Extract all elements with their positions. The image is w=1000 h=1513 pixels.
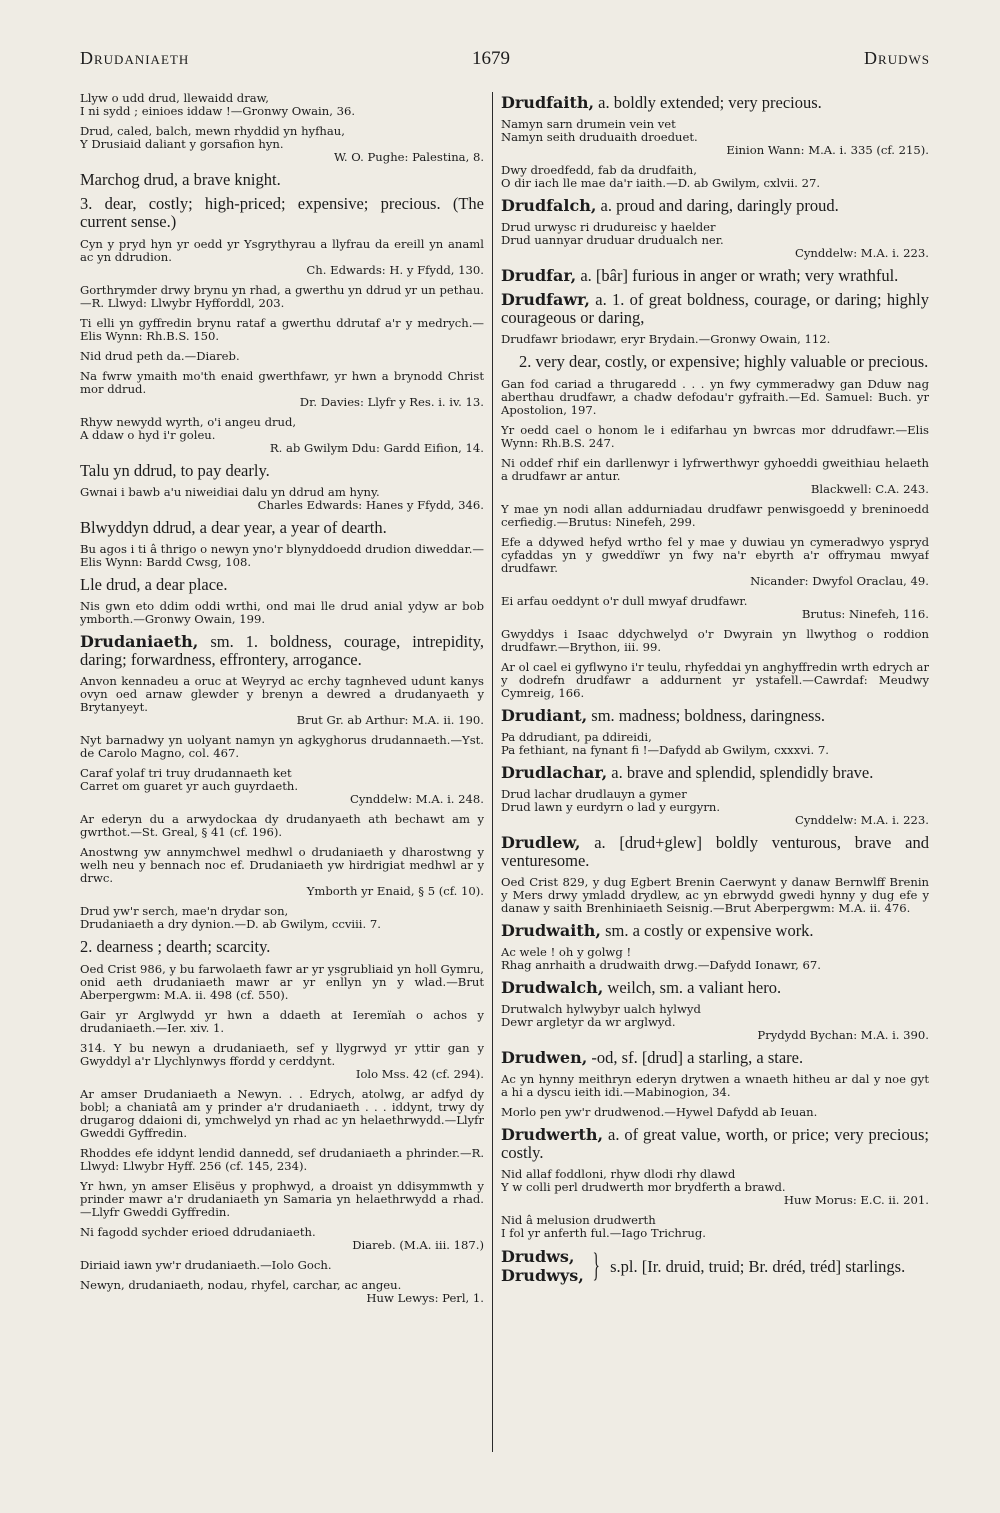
citation-source: Ch. Edwards: H. y Ffydd, 130. (306, 263, 484, 277)
citation (501, 536, 929, 588)
running-head (80, 48, 930, 72)
citation (80, 284, 484, 310)
entry-headword: Drudaniaeth, (80, 632, 199, 651)
citation-text: Ti elli yn gyffredin brynu rataf a gwerthu ddrutaf a'r y medrych.—Elis Wynn: Rh.B.S. 150. (80, 316, 484, 343)
entry-definition: a. brave and splendid, splendidly brave. (607, 763, 874, 782)
citation (501, 164, 929, 190)
citation-source: Blackwell: C.A. 243. (810, 482, 929, 496)
citation (80, 317, 484, 343)
citation-text: Ni oddef rhif ein darllenwyr i lyfrwerthwyr gyhoeddi gweithiau helaeth a drudfawr ar antur. (501, 456, 929, 483)
running-head-left: Drudaniaeth (80, 48, 190, 68)
sense-definition: 2. dearness ; dearth; scarcity. (80, 937, 271, 956)
citation-line: Drud lawn y eurdyrn o lad y eurgyrn. (501, 800, 721, 814)
citation-source: Prydydd Bychan: M.A. i. 390. (757, 1028, 929, 1042)
citation (501, 661, 929, 700)
citation-line: Dwy droedfedd, fab da drudfaith, (501, 163, 697, 177)
entry-headword: Drudlachar, (501, 763, 608, 782)
citation (501, 378, 929, 417)
citation-line: Nid â melusion drudwerth (501, 1213, 656, 1227)
citation-text: Ei arfau oeddynt o'r dull mwyaf drudfawr. (501, 594, 748, 608)
entry-headword: Drudlew, (501, 833, 581, 852)
entry-definition: a. of great value, worth, or price; very precious; costly. (501, 1125, 929, 1162)
braced-headwords (501, 1247, 584, 1285)
entry-definition: sm. a costly or expensive work. (600, 921, 814, 940)
citation (80, 1259, 484, 1272)
citation-text: 314. Y bu newyn a drudaniaeth, sef y llygrwyd yr yttir gan y Gwyddyl a'r Llychlynwys ffordd y cerddynt. (80, 1041, 484, 1068)
dictionary-entry-braced (501, 1247, 929, 1285)
citation-line: Rhyw newydd wyrth, o'i angeu drud, (80, 415, 297, 429)
citation-text: Ac yn hynny meithryn ederyn drytwen a wnaeth hitheu ar dal y noe gyt a hi a dyscu ieith idi.—Mabinogion, 34. (501, 1072, 929, 1099)
citation-text: Efe a ddywed hefyd wrtho fel y mae y duwiau yn cymeradwyo yspryd cyfaddas yn y gweddïwr yn fwy na'r ebyrth a'r offrymau mwyaf drudfawr. (501, 535, 929, 575)
citation-text: Y mae yn nodi allan addurniadau drudfawr penwisgoedd y breninoedd cerfiedig.—Brutus: Ninefeh, 299. (501, 502, 929, 529)
citation-line: Drudaniaeth a dry dynion.—D. ab Gwilym, ccviii. 7. (80, 917, 381, 931)
citation (501, 731, 929, 757)
citation (80, 416, 484, 455)
entry-definition: -od, sf. [drud] a starling, a stare. (587, 1048, 804, 1067)
citation-line: Y Drusiaid daliant y gorsafion hyn. (80, 137, 284, 151)
citation (80, 734, 484, 760)
citation (80, 486, 484, 512)
dictionary-entry (501, 922, 929, 940)
citation (80, 1279, 484, 1305)
citation-source: R. ab Gwilym Ddu: Gardd Eifion, 14. (269, 441, 484, 455)
citation-line: Drud, caled, balch, mewn rhyddid yn hyfhau, (80, 124, 345, 138)
citation-line: Caraf yolaf tri truy drudannaeth ket (80, 766, 292, 780)
citation (501, 628, 929, 654)
citation-line: Pa ddrudiant, pa ddireidi, (501, 730, 652, 744)
citation (80, 1088, 484, 1140)
citation (501, 457, 929, 496)
citation (80, 1226, 484, 1252)
citation-text: Nis gwn eto ddim oddi wrthi, ond mai lle drud anial ydyw ar bob ymborth.—Gronwy Owain, 199. (80, 599, 484, 626)
entry-headword: Drudfawr, (501, 290, 590, 309)
citation (501, 876, 929, 915)
citation-source: Nicander: Dwyfol Oraclau, 49. (750, 574, 929, 588)
citation (501, 788, 929, 827)
citation-text: Yr oedd cael o honom le i edifarhau yn bwrcas mor ddrudfawr.—Elis Wynn: Rh.B.S. 247. (501, 423, 929, 450)
citation-line: O dir iach lle mae da'r iaith.—D. ab Gwilym, cxlvii. 27. (501, 176, 821, 190)
citation-source: Huw Lewys: Perl, 1. (366, 1291, 484, 1305)
citation (80, 675, 484, 727)
citation (80, 370, 484, 409)
citation-line: Drutwalch hylwybyr ualch hylwyd (501, 1002, 701, 1016)
citation-text: Oed Crist 986, y bu farwolaeth fawr ar yr ysgrubliaid yn holl Gymru, onid aeth drudaniaeth mawr ar yr enllyn yn y wlad.—Brut Aberpergwm: M.A. ii. 498 (cf. 550). (80, 962, 484, 1002)
brace-symbol: } (592, 1247, 600, 1284)
entry-headword: Drudiant, (501, 706, 588, 725)
citation-text: Nyt barnadwy yn uolyant namyn yn agkyghorus drudannaeth.—Yst. de Carolo Magno, col. 467. (80, 733, 484, 760)
citation (80, 350, 484, 363)
entry-headword: Drudfalch, (501, 196, 597, 215)
citation-text: Yr hwn, yn amser Elisëus y prophwyd, a droaist yn ddisymmwth y prinder mawr a'r drudaniaeth yn Samaria yn helaethrwydd a rhad.—Llyfr Gweddi Gyffredin. (80, 1179, 484, 1219)
citation-text: Anvon kennadeu a oruc at Weyryd ac erchy tagnheved udunt kanys ovyn oed arnaw glewder y brenyn a dewred a drudanyaeth y Brytanyeyt. (80, 674, 484, 714)
citation (80, 600, 484, 626)
citation (80, 767, 484, 806)
citation (501, 118, 929, 157)
citation (501, 221, 929, 260)
citation-line: A ddaw o hyd i'r goleu. (80, 428, 216, 442)
citation-line: Namyn sarn drumein vein vet (501, 117, 676, 131)
entry-definition: sm. 1. boldness, courage, intrepidity, daring; forwardness, effrontery, arrogance. (80, 632, 484, 669)
entry-headword: Drudwaith, (501, 921, 601, 940)
citation (501, 424, 929, 450)
sense-definition: 3. dear, costly; high-priced; expensive; precious. (The current sense.) (80, 194, 484, 231)
citation-line: I ni sydd ; einioes iddaw !—Gronwy Owain, 36. (80, 104, 356, 118)
phrase: Lle drud, a dear place. (80, 575, 228, 594)
citation (80, 846, 484, 898)
phrase: Blwyddyn ddrud, a dear year, a year of dearth. (80, 518, 387, 537)
entry-definition: a. [bâr] furious in anger or wrath; very wrathful. (576, 266, 899, 285)
citation-text: Oed Crist 829, y dug Egbert Brenin Caerwynt y danaw Bernwlff Brenin y Mers drwy ymladd drydlew, ac yn ebrwydd gwedi hynny y dug efe y danaw y saith Brenhiniaeth Seisnig.—Brut Aberpergwm: M.A. ii. 476. (501, 875, 929, 915)
citation (80, 1147, 484, 1173)
citation-source: Cynddelw: M.A. i. 223. (794, 813, 929, 827)
entry-headword: Drudfaith, (501, 93, 595, 112)
citation (501, 946, 929, 972)
citation-line: Drud lachar drudlauyn a gymer (501, 787, 687, 801)
entry-definition: a. proud and daring, daringly proud. (596, 196, 839, 215)
dictionary-entry (501, 197, 929, 215)
citation-text: Ar ederyn du a arwydockaa dy drudanyaeth ath bechawt am y gwrthot.—St. Greal, § 41 (cf. 196). (80, 812, 484, 839)
citation (80, 905, 484, 931)
citation-text: Cyn y pryd hyn yr oedd yr Ysgrythyrau a llyfrau da ereill yn anaml ac yn ddrudion. (80, 237, 484, 264)
citation-text: Nid drud peth da.—Diareb. (80, 349, 240, 363)
citation (501, 1073, 929, 1099)
citation-line: Drud uannyar druduar drudualch ner. (501, 233, 724, 247)
right-column (501, 92, 929, 1462)
citation-text: Anostwng yw annymchwel medhwl o drudaniaeth y dharostwng y welh neu y bennach noc ef. Drudaniaeth yw hirdrigiat medhwl ar y drwc. (80, 845, 484, 885)
citation-text: Newyn, drudaniaeth, nodau, rhyfel, carchar, ac angeu. (80, 1278, 402, 1292)
citation (501, 503, 929, 529)
citation-text: Ni fagodd sychder erioed ddrudaniaeth. (80, 1225, 316, 1239)
citation-source: Cynddelw: M.A. i. 248. (349, 792, 484, 806)
citation (501, 1003, 929, 1042)
phrase: Talu yn ddrud, to pay dearly. (80, 461, 270, 480)
citation (80, 543, 484, 569)
citation-text: Bu agos i ti â thrigo o newyn yno'r blynyddoedd drudion diweddar.—Elis Wynn: Bardd Cwsg, 108. (80, 542, 484, 569)
dictionary-entry (501, 1049, 929, 1067)
entry-definition: a. boldly extended; very precious. (594, 93, 822, 112)
citation-source: Huw Morus: E.C. ii. 201. (783, 1193, 929, 1207)
citation-text: Ar amser Drudaniaeth a Newyn. . . Edrych, atolwg, ar adfyd dy bobl; a chaniatâ am y prinder a'r drudaniaeth . . . iddynt, trwy dy drugarog ddaioni di, ymchwelyd yn rhad ac yn helaethrwydd.—Llyfr Gweddi Gyffredin. (80, 1087, 484, 1140)
citation-text: Morlo pen yw'r drudwenod.—Hywel Dafydd ab Ieuan. (501, 1105, 818, 1119)
entry-definition: sm. madness; boldness, daringness. (587, 706, 826, 725)
entry-headword: Drudwys, (501, 1266, 584, 1285)
citation-source: Dr. Davies: Llyfr y Res. i. iv. 13. (299, 395, 484, 409)
citation-text: Ar ol cael ei gyflwyno i'r teulu, rhyfeddai yn anghyffredin wrth edrych ar y dodrefn drudfawr a addurnent yr ystafell.—Cawrdaf: Meudwy Cymreig, 166. (501, 660, 929, 700)
citation-text: Gan fod cariad a thrugaredd . . . yn fwy cymmeradwy gan Dduw nag aberthau drudfawr, a chadw defodau'r gyfraith.—Ed. Samuel: Buch. yr Apostolion, 197. (501, 377, 929, 417)
dictionary-entry (501, 1126, 929, 1162)
dictionary-entry (80, 633, 484, 669)
citation-text: Gwyddys i Isaac ddychwelyd o'r Dwyrain yn llwythog o roddion drudfawr.—Brython, iii. 99. (501, 627, 929, 654)
citation-line: Nid allaf foddloni, rhyw dlodi rhy dlawd (501, 1167, 736, 1181)
citation-source: Ymborth yr Enaid, § 5 (cf. 10). (306, 884, 484, 898)
citation-text: Diriaid iawn yw'r drudaniaeth.—Iolo Goch. (80, 1258, 332, 1272)
citation-source: Einion Wann: M.A. i. 335 (cf. 215). (726, 143, 929, 157)
citation-source: W. O. Pughe: Palestina, 8. (334, 150, 484, 164)
left-column (80, 92, 484, 1462)
citation (501, 1168, 929, 1207)
citation-line: Rhag anrhaith a drudwaith drwg.—Dafydd Ionawr, 67. (501, 958, 821, 972)
page-number: 1679 (472, 48, 510, 69)
citation (80, 963, 484, 1002)
dictionary-entry (501, 834, 929, 870)
citation-text: Gwnai i bawb a'u niweidiai dalu yn ddrud am hyny. (80, 485, 380, 499)
citation-line: Dewr argletyr da wr arglwyd. (501, 1015, 676, 1029)
citation (80, 1180, 484, 1219)
citation-source: Brut Gr. ab Arthur: M.A. ii. 190. (296, 713, 484, 727)
citation (501, 1214, 929, 1240)
entry-headword: Drudws, (501, 1247, 575, 1266)
citation-line: Llyw o udd drud, llewaidd draw, (80, 92, 269, 105)
citation-text: Drudfawr briodawr, eryr Brydain.—Gronwy Owain, 112. (501, 332, 831, 346)
entry-headword: Drudwerth, (501, 1125, 604, 1144)
citation-line: I fol yr anferth ful.—Iago Trichrug. (501, 1226, 706, 1240)
citation-line: Y w colli perl drudwerth mor brydferth a brawd. (501, 1180, 786, 1194)
phrase: Marchog drud, a brave knight. (80, 170, 281, 189)
citation (501, 333, 929, 346)
column-divider (492, 92, 493, 1452)
citation-line: Ac wele ! oh y golwg ! (501, 945, 632, 959)
citation (80, 238, 484, 277)
entry-headword: Drudwen, (501, 1048, 588, 1067)
entry-definition: s.pl. [Ir. druid, truid; Br. dréd, tréd] starlings. (610, 1256, 906, 1276)
entry-headword: Drudwalch, (501, 978, 604, 997)
citation-line: Carret om guaret yr auch guyrdaeth. (80, 779, 299, 793)
citation (501, 1106, 929, 1119)
citation-line: Drud urwysc ri drudureisc y haelder (501, 220, 716, 234)
dictionary-entry (501, 979, 929, 997)
citation-line: Pa fethiant, na fynant fi !—Dafydd ab Gwilym, cxxxvi. 7. (501, 743, 829, 757)
citation-text: Rhoddes efe iddynt lendid dannedd, sef drudaniaeth a phrinder.—R. Llwyd: Llwybr Hyff. 256 (cf. 145, 234). (80, 1146, 484, 1173)
dictionary-entry (501, 267, 929, 285)
entry-definition: a. [drud+glew] boldly venturous, brave and venturesome. (501, 833, 929, 870)
citation (501, 595, 929, 621)
citation (80, 125, 484, 164)
citation (80, 1009, 484, 1035)
citation (80, 813, 484, 839)
citation-source: Iolo Mss. 42 (cf. 294). (355, 1067, 484, 1081)
citation-source: Diareb. (M.A. iii. 187.) (352, 1238, 484, 1252)
citation-text: Gair yr Arglwydd yr hwn a ddaeth at Ieremïah o achos y drudaniaeth.—Ier. xiv. 1. (80, 1008, 484, 1035)
citation (80, 92, 484, 118)
entry-definition: weilch, sm. a valiant hero. (603, 978, 782, 997)
citation-source: Charles Edwards: Hanes y Ffydd, 346. (257, 498, 484, 512)
citation (80, 1042, 484, 1081)
sense-definition: 2. very dear, costly, or expensive; highly valuable or precious. (519, 352, 929, 371)
dictionary-entry (501, 707, 929, 725)
citation-source: Cynddelw: M.A. i. 223. (794, 246, 929, 260)
citation-text: Gorthrymder drwy brynu yn rhad, a gwerthu yn ddrud yr un pethau.—R. Llwyd: Llwybr Hyfforddl, 203. (80, 283, 484, 310)
running-head-right: Drudws (864, 48, 930, 68)
dictionary-entry (501, 764, 929, 782)
entry-definition: a. 1. of great boldness, courage, or daring; highly courageous or daring, (501, 290, 929, 327)
citation-line: Drud yw'r serch, mae'n drydar son, (80, 904, 289, 918)
entry-headword: Drudfar, (501, 266, 577, 285)
citation-line: Namyn seith druduaith droeduet. (501, 130, 698, 144)
dictionary-entry (501, 94, 929, 112)
dictionary-entry (501, 291, 929, 327)
citation-source: Brutus: Ninefeh, 116. (801, 607, 929, 621)
citation-text: Na fwrw ymaith mo'th enaid gwerthfawr, yr hwn a brynodd Christ mor ddrud. (80, 369, 484, 396)
